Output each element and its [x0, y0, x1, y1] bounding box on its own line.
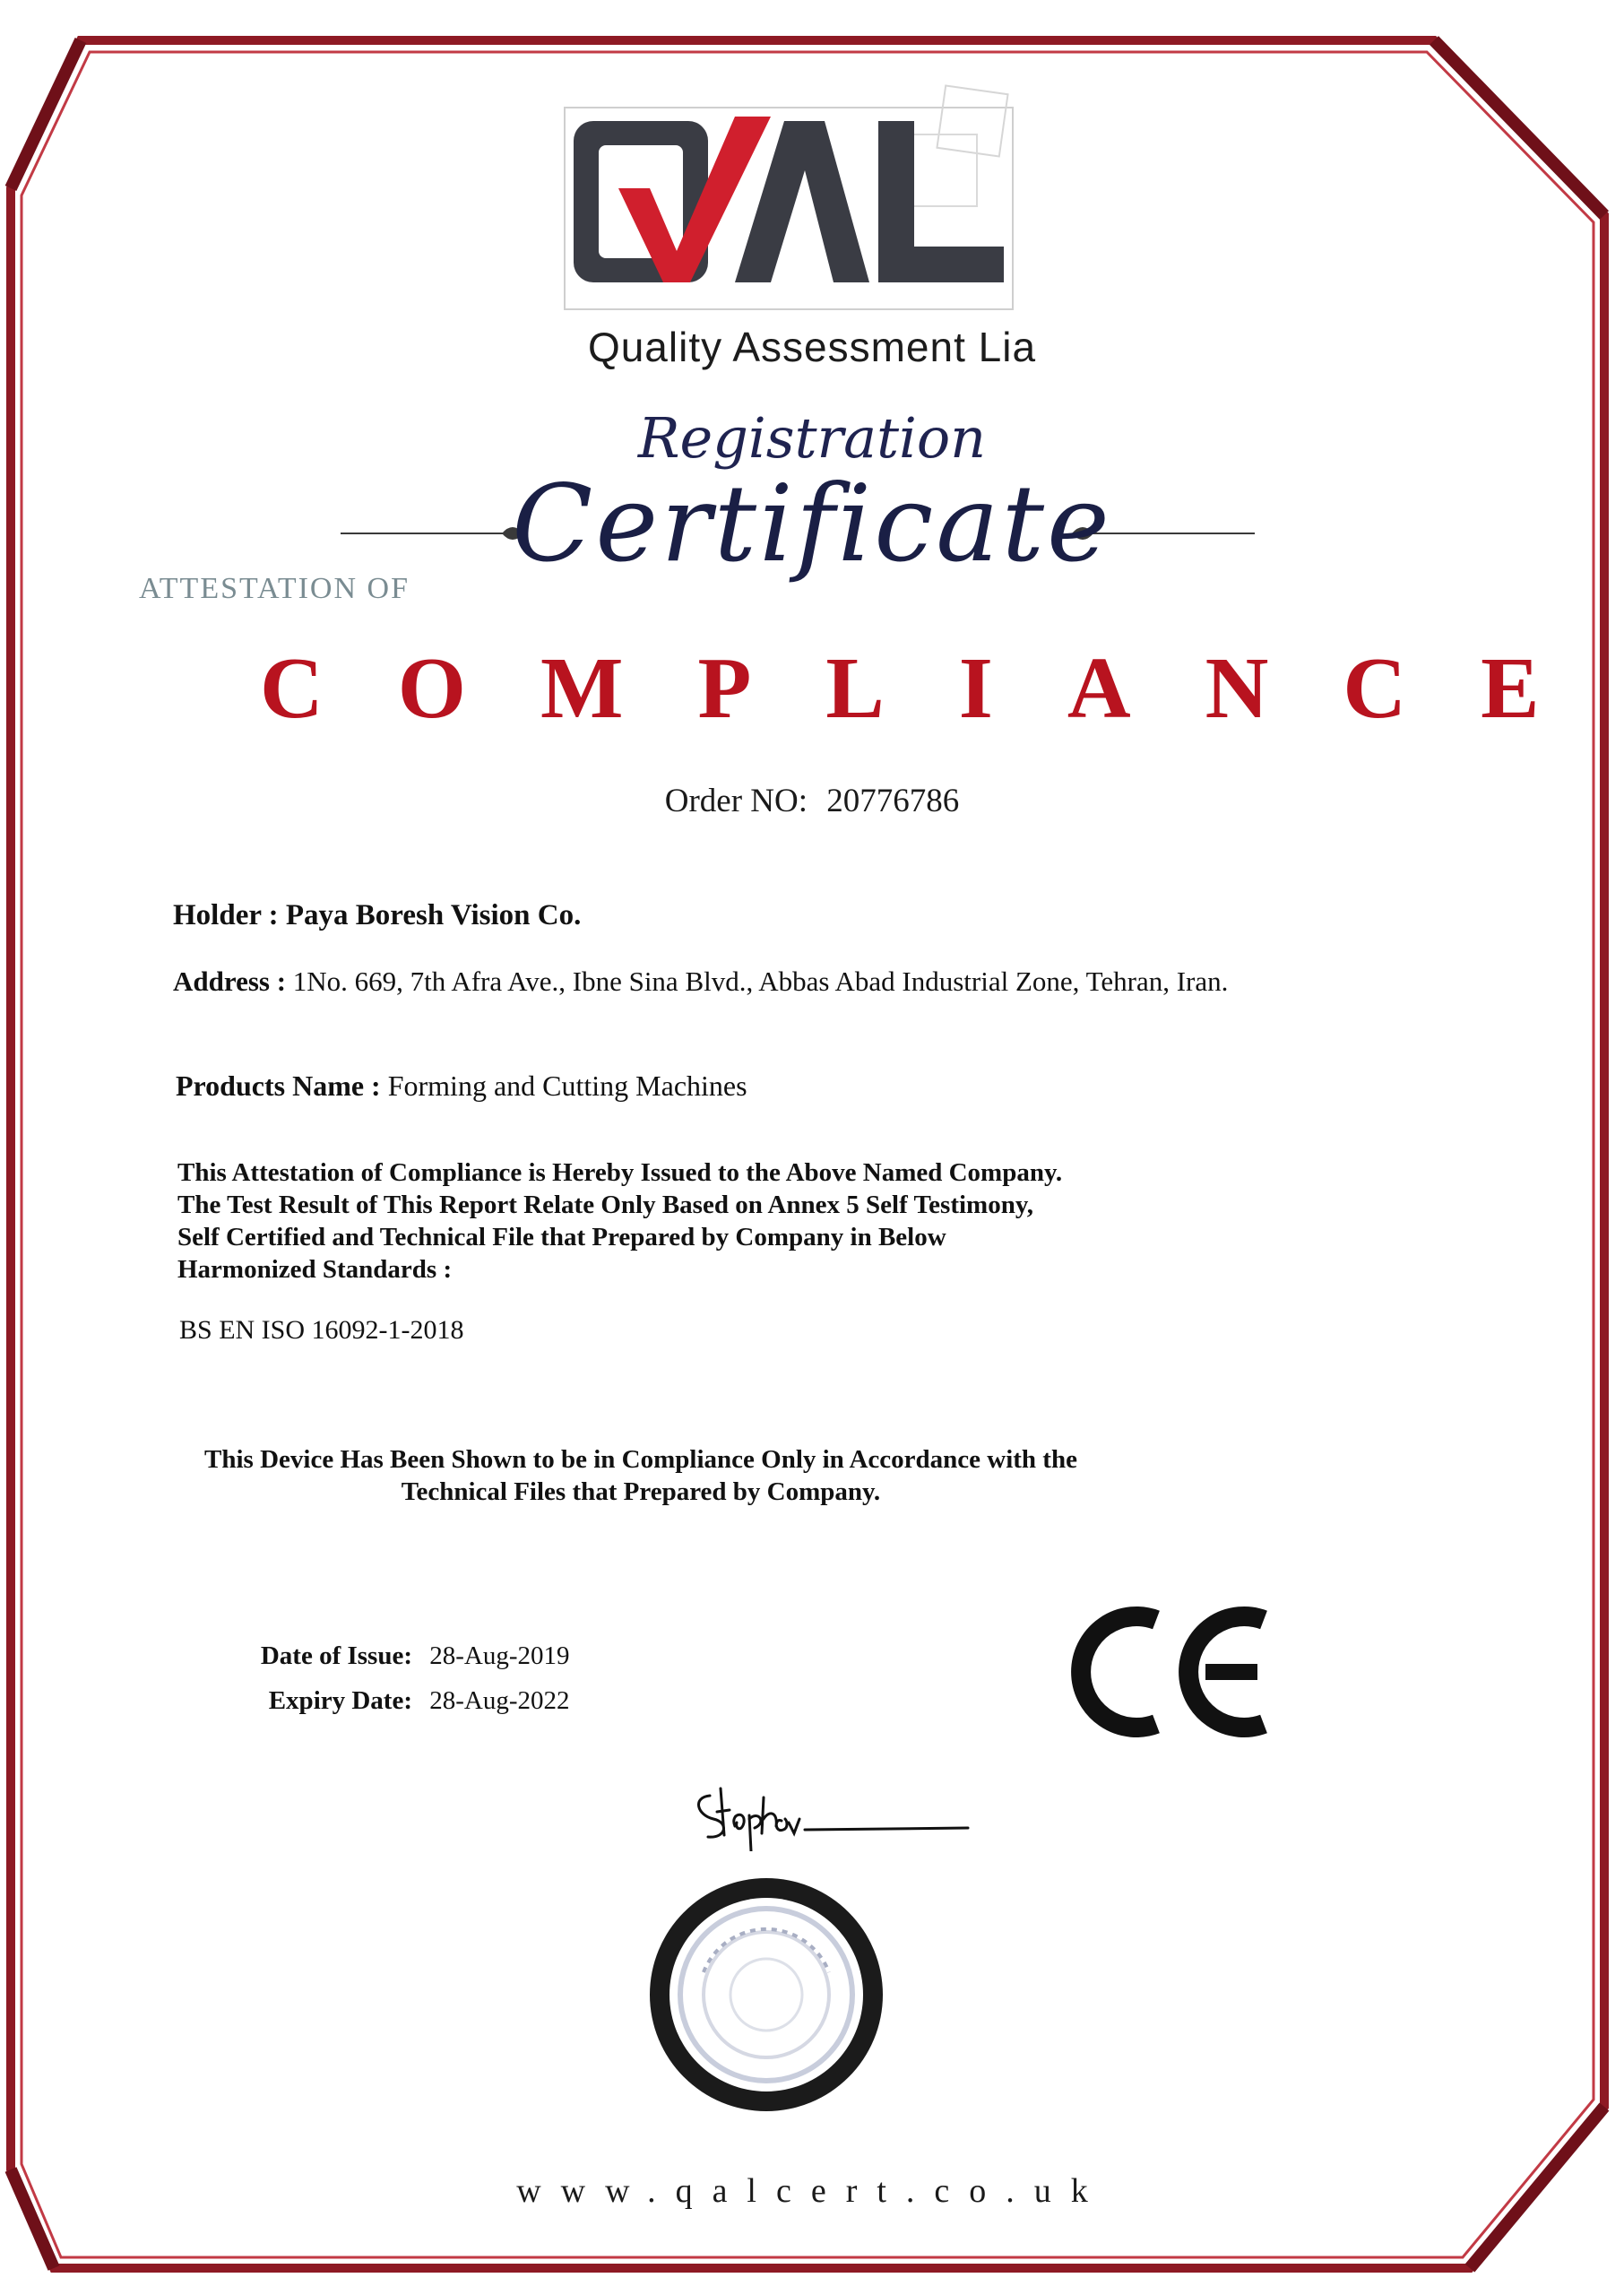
- holder-label: Holder :: [173, 899, 279, 931]
- order-label: Order NO:: [664, 783, 808, 819]
- address-value: 1No. 669, 7th Afra Ave., Ibne Sina Blvd., Abbas Abad Industrial Zone, Tehran, Iran.: [292, 966, 1229, 997]
- compliance-title: COMPLIANCE: [260, 640, 1614, 737]
- products-value: Forming and Cutting Machines: [387, 1070, 747, 1102]
- attestation-line: Harmonized Standards :: [177, 1255, 453, 1284]
- order-value: 20776786: [826, 783, 960, 819]
- signature-icon: [690, 1780, 977, 1851]
- attestation-line: This Attestation of Compliance is Hereby Issued to the Above Named Company.: [177, 1158, 1063, 1187]
- device-line: Technical Files that Prepared by Company.: [401, 1477, 881, 1506]
- products-field: [176, 1070, 747, 1103]
- registration-title: Registration: [637, 405, 987, 471]
- address-label: Address :: [173, 966, 287, 997]
- products-label: Products Name :: [176, 1070, 381, 1102]
- ce-mark-icon: [1071, 1600, 1277, 1744]
- attestation-line: Self Certified and Technical File that Prepared by Company in Below: [177, 1223, 946, 1251]
- device-line: This Device Has Been Shown to be in Compliance Only in Accordance with the: [204, 1445, 1077, 1474]
- company-name: Quality Assessment Lia: [587, 324, 1037, 370]
- holder-field: [173, 899, 581, 932]
- issue-date-label: Date of Issue:: [260, 1641, 412, 1670]
- address-field: [173, 966, 1228, 998]
- dates-block: [251, 1633, 570, 1723]
- expiry-date-value: 28-Aug-2022: [429, 1686, 570, 1715]
- holder-value: Paya Boresh Vision Co.: [285, 899, 582, 931]
- device-statement: [175, 1443, 1107, 1508]
- expiry-date-row: [251, 1678, 570, 1723]
- issue-date-row: [251, 1633, 570, 1678]
- website-url[interactable]: www.qalcert.co.uk: [516, 2172, 1108, 2210]
- expiry-date-label: Expiry Date:: [268, 1686, 412, 1715]
- order-number: [0, 782, 1624, 820]
- issue-date-value: 28-Aug-2019: [429, 1641, 570, 1670]
- qal-logo-icon: [556, 81, 1031, 314]
- attestation-line: The Test Result of This Report Relate Only Based on Annex 5 Self Testimony,: [177, 1191, 1033, 1219]
- harmonized-standard: BS EN ISO 16092-1-2018: [179, 1315, 464, 1345]
- official-seal-icon: [641, 1874, 892, 2116]
- attestation-of-label: ATTESTATION OF: [139, 572, 410, 605]
- certificate-title: Certificate: [512, 462, 1112, 585]
- attestation-statement: [177, 1156, 1163, 1286]
